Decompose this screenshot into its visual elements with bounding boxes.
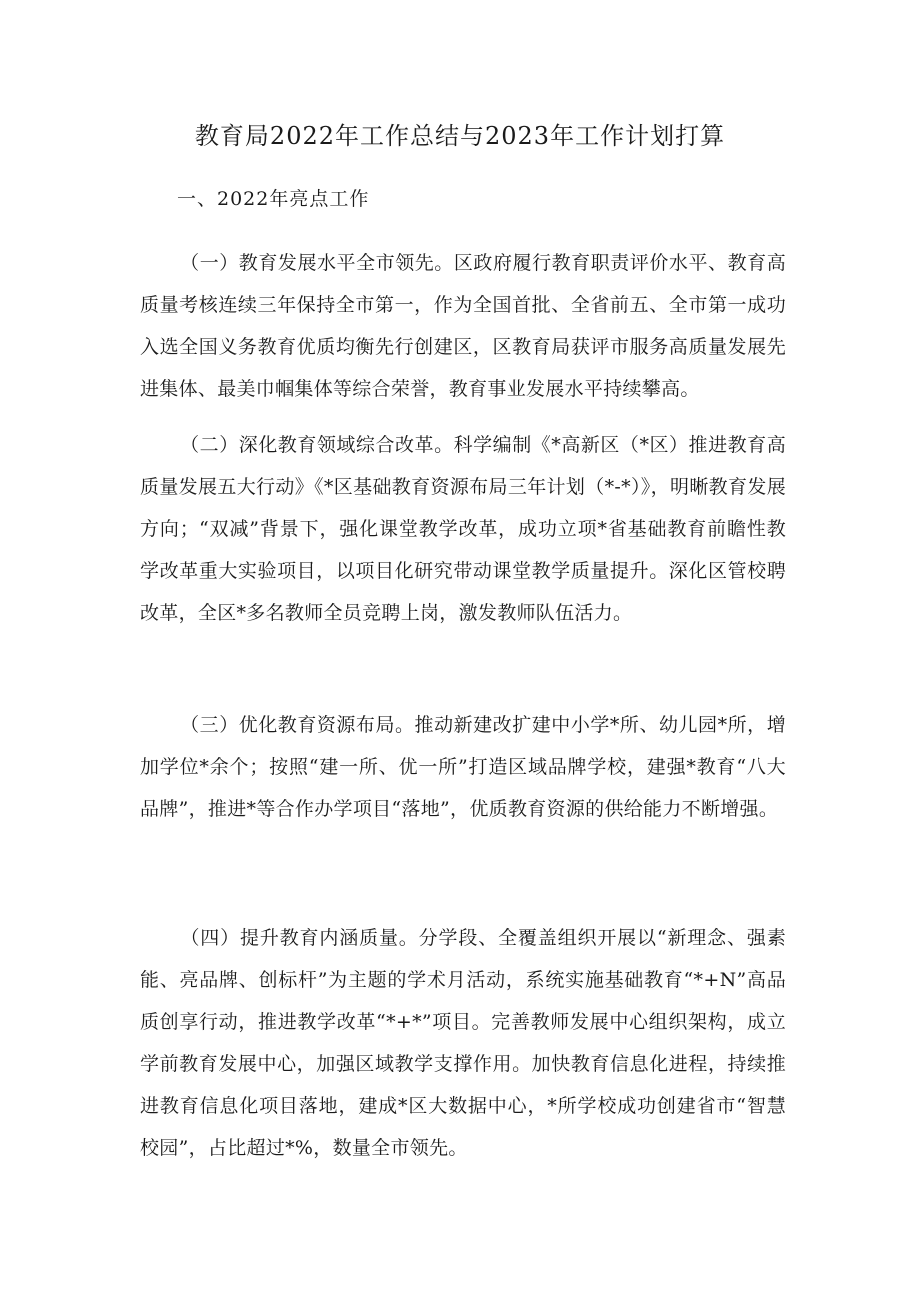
paragraph-text: （一）教育发展水平全市领先。区政府履行教育职责评价水平、教育高质量考核连续三年保持全市第一，作为全国首批、全省前五、全市第一成功入选全国义务教育优质均衡先行创建区，区教育局获评市服务高质量发展先进集体、最美巾帼集体等综合荣誉，教育事业发展水平持续攀高。	[140, 252, 786, 400]
section-heading: 一、2022年亮点工作	[177, 188, 370, 210]
paragraph	[140, 917, 786, 1169]
paragraph	[140, 424, 786, 634]
document-title: 教育局2022年工作总结与2023年工作计划打算	[194, 122, 726, 150]
paragraph	[140, 704, 786, 830]
paragraph	[140, 242, 786, 410]
paragraph-text: （三）优化教育资源布局。推动新建改扩建中小学*所、幼儿园*所，增加学位*余个；按照“建一所、优一所”打造区域品牌学校，建强*教育“八大品牌”，推进*等合作办学项目“落地”，优质教育资源的供给能力不断增强。	[140, 714, 786, 820]
paragraph-text: （二）深化教育领域综合改革。科学编制《*高新区（*区）推进教育高质量发展五大行动》《*区基础教育资源布局三年计划（*-*）》，明晰教育发展方向；“双减”背景下，强化课堂教学改革，成功立项*省基础教育前瞻性教学改革重大实验项目，以项目化研究带动课堂教学质量提升。深化区管校聘改革，全区*多名教师全员竞聘上岗，激发教师队伍活力。	[140, 434, 786, 624]
paragraph-text: （四）提升教育内涵质量。分学段、全覆盖组织开展以“新理念、强素能、亮品牌、创标杆”为主题的学术月活动，系统实施基础教育“*+N”高品质创享行动，推进教学改革“*+*”项目。完善教师发展中心组织架构，成立学前教育发展中心，加强区域教学支撑作用。加快教育信息化进程，持续推进教育信息化项目落地，建成*区大数据中心，*所学校成功创建省市“智慧校园”，占比超过*%，数量全市领先。	[140, 927, 786, 1159]
